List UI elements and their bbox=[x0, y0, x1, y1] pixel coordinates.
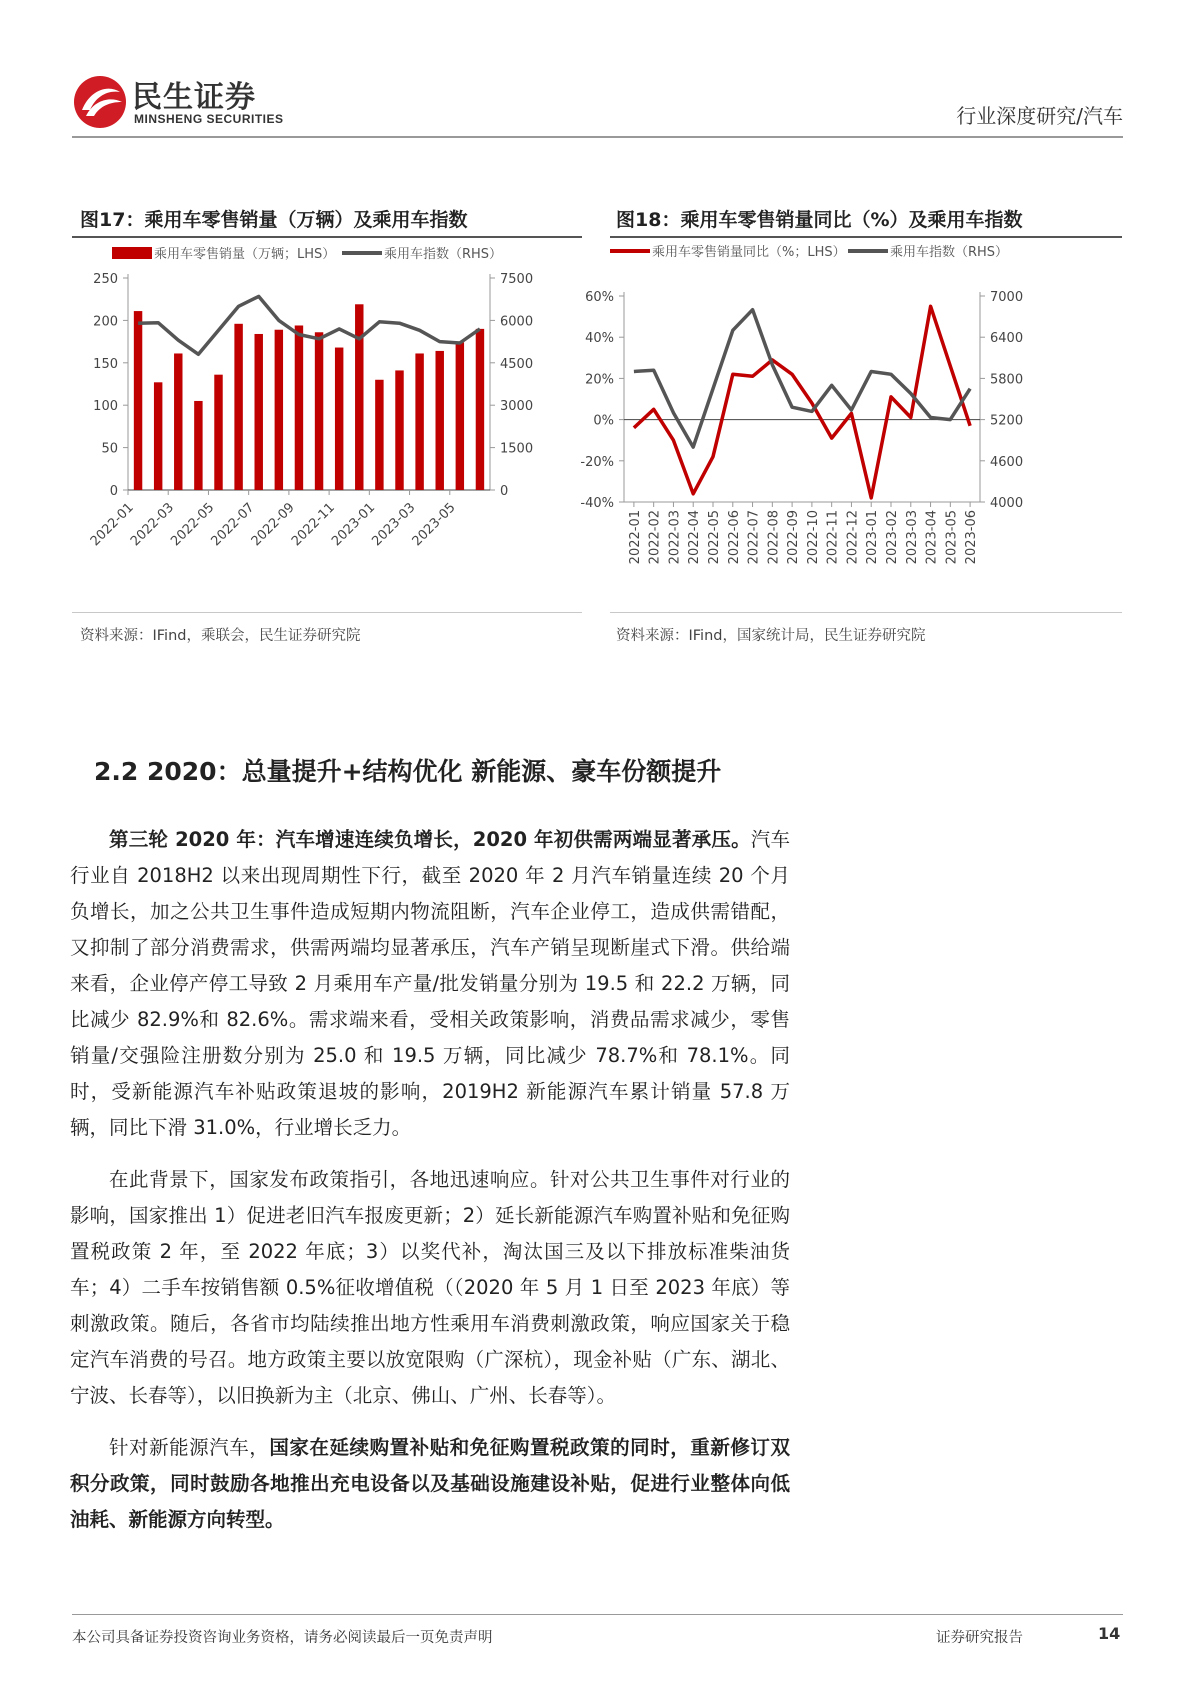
legend-label: 乘用车指数（RHS） bbox=[890, 245, 1009, 260]
paragraph-1 bbox=[70, 822, 790, 1146]
series-line bbox=[138, 296, 480, 354]
section-label: 行业深度研究/汽车 bbox=[956, 104, 1123, 128]
x-tick-label: 2023-03 bbox=[369, 500, 419, 550]
fig18-title-rule bbox=[610, 236, 1122, 238]
x-tick-label: 2022-10 bbox=[805, 510, 821, 565]
fig17-title-rule bbox=[72, 236, 582, 238]
footer-divider bbox=[72, 1614, 1123, 1615]
x-tick-label: 2023-01 bbox=[329, 500, 379, 550]
right-tick-label: 3000 bbox=[500, 399, 534, 415]
fig18-title: 图18：乘用车零售销量同比（%）及乘用车指数 bbox=[616, 209, 1023, 231]
page-number: 14 bbox=[1098, 1624, 1121, 1643]
legend-label: 乘用车零售销量（万辆；LHS） bbox=[154, 247, 336, 262]
right-tick-label: 1500 bbox=[500, 441, 534, 457]
paragraph-3-emphasis: 国家在延续购置补贴和免征购置税政策的同时，重新修订双积分政策，同时鼓励各地推出充电设备以及基础设施建设补贴，促进行业整体向低油耗、新能源方向转型。 bbox=[70, 1436, 790, 1531]
bar bbox=[476, 329, 484, 490]
bar bbox=[174, 353, 182, 490]
x-tick-label: 2022-11 bbox=[288, 500, 338, 550]
x-tick-label: 2022-11 bbox=[825, 510, 841, 565]
header-divider bbox=[72, 136, 1123, 138]
bar bbox=[214, 375, 222, 490]
right-tick-label: 4500 bbox=[500, 356, 534, 372]
x-tick-label: 2023-01 bbox=[865, 510, 881, 565]
left-tick-label: 0 bbox=[109, 484, 118, 499]
x-tick-label: 2022-05 bbox=[707, 510, 722, 565]
bar bbox=[456, 342, 464, 490]
footer-report-type: 证券研究报告 bbox=[936, 1630, 1023, 1646]
x-tick-label: 2022-02 bbox=[647, 510, 663, 565]
bar bbox=[154, 382, 162, 490]
right-tick-label: 5800 bbox=[990, 372, 1024, 388]
legend-label: 乘用车指数（RHS） bbox=[384, 247, 503, 262]
bar bbox=[295, 325, 303, 490]
fig18-source: 资料来源：IFind，国家统计局，民生证券研究院 bbox=[616, 628, 926, 644]
left-tick-label: 100 bbox=[93, 399, 118, 415]
right-tick-label: 7000 bbox=[990, 290, 1024, 305]
bar bbox=[395, 370, 403, 490]
x-tick-label: 2022-07 bbox=[208, 500, 258, 550]
bar bbox=[254, 334, 262, 490]
minsheng-logo-icon bbox=[72, 74, 128, 130]
left-tick-label: 50 bbox=[101, 441, 118, 457]
x-tick-label: 2022-09 bbox=[786, 510, 802, 565]
fig17-source: 资料来源：IFind，乘联会，民生证券研究院 bbox=[80, 628, 361, 644]
x-tick-label: 2022-01 bbox=[627, 510, 643, 565]
bar bbox=[234, 324, 242, 490]
x-tick-label: 2022-03 bbox=[128, 500, 178, 550]
legend-swatch-bar bbox=[112, 247, 152, 259]
paragraph-1-lead: 第三轮 2020 年：汽车增速连续负增长，2020 年初供需两端显著承压。 bbox=[109, 828, 751, 851]
right-tick-label: 4000 bbox=[990, 496, 1024, 511]
left-tick-label: 60% bbox=[585, 290, 614, 305]
fig17-bottom-rule bbox=[72, 612, 582, 613]
fig17-title: 图17：乘用车零售销量（万辆）及乘用车指数 bbox=[80, 209, 468, 231]
x-tick-label: 2022-01 bbox=[87, 500, 137, 550]
bar bbox=[375, 380, 383, 490]
x-tick-label: 2023-04 bbox=[924, 510, 940, 565]
bar bbox=[134, 311, 142, 490]
x-tick-label: 2022-08 bbox=[766, 510, 782, 565]
left-tick-label: -20% bbox=[580, 454, 614, 470]
bar bbox=[335, 348, 343, 490]
bar bbox=[315, 332, 323, 490]
section-title: 2.2 2020：总量提升+结构优化 新能源、豪车份额提升 bbox=[94, 757, 722, 786]
left-tick-label: 200 bbox=[93, 314, 118, 330]
logo-en-text: MINSHENG SECURITIES bbox=[134, 112, 284, 126]
paragraph-2 bbox=[70, 1162, 790, 1414]
left-tick-label: 150 bbox=[93, 356, 118, 372]
x-tick-label: 2022-12 bbox=[845, 510, 861, 565]
left-tick-label: 250 bbox=[93, 272, 118, 287]
fig18-bottom-rule bbox=[610, 612, 1122, 613]
left-tick-label: 20% bbox=[585, 372, 614, 388]
x-tick-label: 2022-03 bbox=[667, 510, 683, 565]
x-tick-label: 2022-04 bbox=[687, 510, 703, 565]
left-tick-label: 0% bbox=[593, 413, 614, 429]
fig17-chart bbox=[72, 244, 582, 610]
x-tick-label: 2022-07 bbox=[746, 510, 762, 565]
left-tick-label: 40% bbox=[585, 331, 614, 347]
bar bbox=[435, 351, 443, 490]
right-tick-label: 0 bbox=[500, 484, 509, 499]
logo bbox=[72, 72, 284, 134]
bar bbox=[275, 330, 283, 490]
paragraph-3 bbox=[70, 1430, 790, 1538]
x-tick-label: 2023-06 bbox=[964, 510, 980, 565]
paragraph-1-body: 汽车行业自 2018H2 以来出现周期性下行，截至 2020 年 2 月汽车销量连续 20 个月负增长，加之公共卫生事件造成短期内物流阻断，汽车企业停工，造成供需错配，又抑制了部分消费需求，供需两端均显著承压，汽车产销呈现断崖式下滑。供给端来看，企业停产停工导致 2 月乘用车产量/批发销量分别为 19.5 和 22.2 万辆，同比减少 82.9%和 82.6%。需求端来看，受相关政策影响，消费品需求减少，零售销量/交强险注册数分别为 25.0 和 19.5 万辆，同比减少 78.7%和 78.1%。同时，受新能源汽车补贴政策退坡的影响，2019H2 新能源汽车累计销量 57.8 万辆，同比下滑 31.0%，行业增长乏力。 bbox=[70, 828, 790, 1139]
right-tick-label: 6400 bbox=[990, 331, 1024, 347]
logo-cn-text: 民生证券 bbox=[132, 80, 256, 115]
x-tick-label: 2022-09 bbox=[248, 500, 298, 550]
footer-disclaimer: 本公司具备证券投资咨询业务资格，请务必阅读最后一页免责声明 bbox=[72, 1630, 493, 1646]
right-tick-label: 5200 bbox=[990, 413, 1024, 429]
x-tick-label: 2022-06 bbox=[726, 510, 742, 565]
paragraph-2-body: 在此背景下，国家发布政策指引，各地迅速响应。针对公共卫生事件对行业的影响，国家推出 1）促进老旧汽车报废更新；2）延长新能源汽车购置补贴和免征购置税政策 2 年，至 2022 年底；3）以奖代补，淘汰国三及以下排放标准柴油货车；4）二手车按销售额 0.5%征收增值税（（2020 年 5 月 1 日至 2023 年底）等刺激政策。随后，各省市均陆续推出地方性乘用车消费刺激政策，响应国家关于稳定汽车消费的号召。地方政策主要以放宽限购（广深杭），现金补贴（广东、湖北、宁波、长春等），以旧换新为主（北京、佛山、广州、长春等）。 bbox=[70, 1168, 790, 1407]
series-line bbox=[634, 310, 970, 447]
bar bbox=[194, 401, 202, 490]
x-tick-label: 2023-03 bbox=[904, 510, 920, 565]
x-tick-label: 2023-02 bbox=[885, 510, 900, 565]
legend-label: 乘用车零售销量同比（%；LHS） bbox=[652, 245, 846, 260]
left-tick-label: -40% bbox=[580, 496, 614, 511]
right-tick-label: 6000 bbox=[500, 314, 534, 330]
paragraph-3-lead: 针对新能源汽车， bbox=[109, 1436, 270, 1459]
x-tick-label: 2023-05 bbox=[944, 510, 960, 565]
x-tick-label: 2023-05 bbox=[409, 500, 459, 550]
bar bbox=[415, 353, 423, 490]
x-tick-label: 2022-05 bbox=[168, 500, 218, 550]
right-tick-label: 4600 bbox=[990, 454, 1024, 470]
right-tick-label: 7500 bbox=[500, 272, 534, 287]
fig18-chart bbox=[580, 244, 1122, 610]
bar bbox=[355, 304, 363, 490]
